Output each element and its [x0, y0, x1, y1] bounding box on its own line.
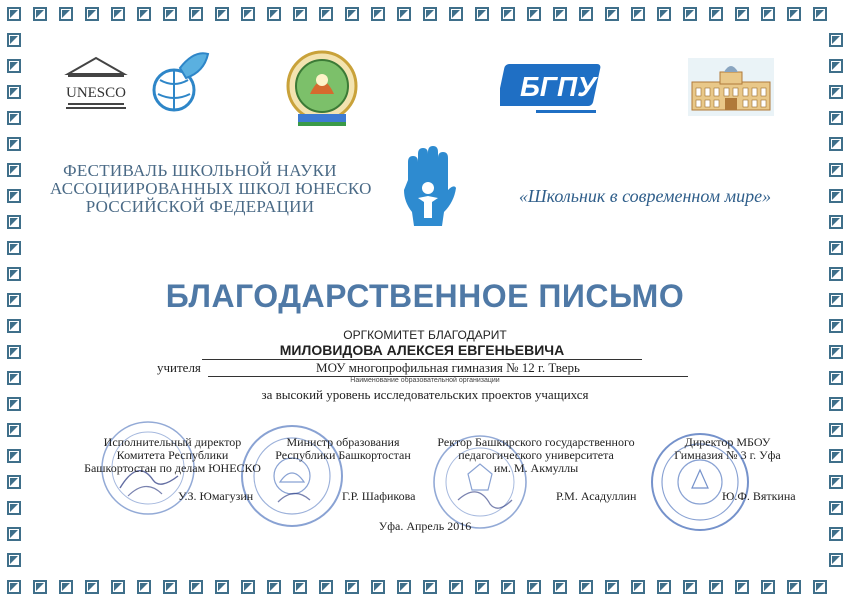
border-square	[830, 190, 842, 202]
signature-title-2	[268, 436, 418, 462]
border-square	[684, 8, 696, 20]
border-square	[8, 476, 20, 488]
coat-of-arms	[284, 46, 360, 130]
border-square	[830, 34, 842, 46]
border-square	[580, 8, 592, 20]
border-square	[710, 8, 722, 20]
border-square	[814, 8, 826, 20]
border-square	[830, 86, 842, 98]
border-square	[762, 8, 774, 20]
border-square	[112, 8, 124, 20]
border-square	[8, 60, 20, 72]
signature-title-line: им. М. Акмуллы	[493, 461, 579, 475]
border-square	[830, 242, 842, 254]
border-square	[138, 581, 150, 593]
border-square	[502, 581, 514, 593]
border-square	[60, 8, 72, 20]
signature-title-1	[80, 436, 265, 475]
festival-title-line: ФЕСТИВАЛЬ ШКОЛЬНОЙ НАУКИ	[63, 161, 337, 180]
slogan: «Школьник в современном мире»	[518, 186, 772, 206]
border-square	[632, 8, 644, 20]
border-square	[830, 216, 842, 228]
border-square	[190, 581, 202, 593]
border-square	[8, 216, 20, 228]
stamp-ministry	[238, 416, 346, 534]
border-square	[60, 581, 72, 593]
document-title: БЛАГОДАРСТВЕННОЕ ПИСЬМО	[165, 278, 685, 314]
coat-of-arms-emblem-icon	[284, 46, 360, 130]
border-square	[632, 581, 644, 593]
border-square	[580, 581, 592, 593]
border-square	[86, 8, 98, 20]
signature-title-line: Исполнительный директор	[103, 435, 242, 449]
border-square	[268, 8, 280, 20]
signature-title-line: Министр образования	[286, 435, 400, 449]
border-square	[830, 164, 842, 176]
border-square	[320, 581, 332, 593]
signature-title-line: Ректор Башкирского государственного	[437, 435, 635, 449]
border-square	[398, 8, 410, 20]
border-square	[684, 581, 696, 593]
border-square	[830, 346, 842, 358]
border-square	[788, 8, 800, 20]
border-square	[830, 502, 842, 514]
border-square	[8, 502, 20, 514]
signatory-name-4: Ю.Ф. Вяткина	[722, 489, 796, 503]
border-square	[372, 8, 384, 20]
border-square	[830, 60, 842, 72]
border-square	[606, 581, 618, 593]
border-square	[528, 8, 540, 20]
signature-title-3	[426, 436, 646, 475]
border-square	[8, 138, 20, 150]
border-square	[606, 8, 618, 20]
recipient-name: МИЛОВИДОВА АЛЕКСЕЯ ЕВГЕНЬЕВИЧА	[202, 342, 642, 360]
border-square	[8, 450, 20, 462]
festival-title-line: РОССИЙСКОЙ ФЕДЕРАЦИИ	[85, 197, 315, 216]
hand-emblem	[398, 146, 458, 228]
building-icon	[688, 58, 774, 116]
signature-title-line: Директор МБОУ	[684, 435, 771, 449]
border-square	[450, 8, 462, 20]
border-square	[814, 581, 826, 593]
border-square	[8, 242, 20, 254]
border-square	[8, 424, 20, 436]
border-square	[294, 581, 306, 593]
orgcommittee-line: ОРГКОМИТЕТ БЛАГОДАРИТ	[343, 328, 507, 342]
border-square	[8, 86, 20, 98]
border-square	[830, 138, 842, 150]
building-logo	[688, 58, 774, 116]
border-square	[8, 164, 20, 176]
border-square	[346, 581, 358, 593]
border-square	[450, 581, 462, 593]
border-square	[190, 8, 202, 20]
place-and-date: Уфа. Апрель 2016	[378, 519, 472, 533]
border-square	[164, 8, 176, 20]
border-square	[8, 554, 20, 566]
border-square	[788, 581, 800, 593]
festival-title-line: АССОЦИИРОВАННЫХ ШКОЛ ЮНЕСКО	[50, 179, 372, 198]
border-square	[86, 581, 98, 593]
school-name: МОУ многопрофильная гимназия № 12 г. Тверь	[208, 360, 688, 377]
signatory-name-1: У.З. Юмагузин	[178, 489, 254, 503]
border-square	[424, 8, 436, 20]
role-label: учителя	[157, 360, 201, 375]
signature-title-line: Комитета Республики	[116, 448, 229, 462]
border-square	[476, 8, 488, 20]
border-square	[502, 8, 514, 20]
border-square	[372, 581, 384, 593]
border-square	[398, 581, 410, 593]
border-square	[658, 581, 670, 593]
border-square	[658, 8, 670, 20]
bspu-emblem-icon	[500, 60, 610, 118]
border-square	[554, 8, 566, 20]
border-square	[554, 581, 566, 593]
border-square	[346, 8, 358, 20]
signature-title-4	[655, 436, 800, 462]
border-square	[830, 450, 842, 462]
border-square	[242, 581, 254, 593]
festival-title	[50, 161, 372, 216]
signature-title-line: педагогического университета	[458, 448, 614, 462]
unesco-temple-icon	[62, 52, 130, 112]
border-square	[8, 581, 20, 593]
border-square	[736, 581, 748, 593]
border-square	[424, 581, 436, 593]
bspu-logo	[500, 60, 610, 118]
reason-text: за высокий уровень исследовательских проектов учащихся	[261, 387, 589, 402]
border-square	[830, 112, 842, 124]
border-square	[294, 8, 306, 20]
globe-leaf-icon	[150, 48, 212, 116]
signatory-name-3: Р.М. Асадуллин	[556, 489, 637, 503]
unesco-logo	[62, 52, 130, 112]
border-square	[476, 581, 488, 593]
border-square	[268, 581, 280, 593]
hand-person-icon	[398, 146, 458, 228]
border-square	[216, 8, 228, 20]
border-square	[736, 8, 748, 20]
border-square	[8, 372, 20, 384]
unesco-text: UNESCO	[65, 85, 127, 101]
border-square	[112, 581, 124, 593]
signature-title-line: Республики Башкортостан	[275, 448, 411, 462]
border-square	[216, 581, 228, 593]
border-square	[8, 346, 20, 358]
border-square	[8, 8, 20, 20]
border-square	[164, 581, 176, 593]
signatory-name-2: Г.Р. Шафикова	[342, 489, 416, 503]
border-square	[8, 190, 20, 202]
border-square	[830, 424, 842, 436]
border-square	[138, 8, 150, 20]
border-square	[8, 34, 20, 46]
border-square	[34, 581, 46, 593]
border-square	[8, 112, 20, 124]
signature-title-line: Башкортостан по делам ЮНЕСКО	[84, 461, 261, 475]
border-square	[320, 8, 332, 20]
festival-globe-logo	[150, 48, 212, 116]
border-square	[242, 8, 254, 20]
border-square	[830, 554, 842, 566]
border-square	[762, 581, 774, 593]
bspu-letters: БГПУ	[519, 71, 597, 102]
border-square	[34, 8, 46, 20]
border-square	[528, 581, 540, 593]
signature-title-line: Гимназия № 3 г. Уфа	[674, 448, 781, 462]
border-square	[710, 581, 722, 593]
school-caption: Наименование образовательной организации	[350, 377, 500, 384]
border-square	[830, 372, 842, 384]
border-square	[830, 476, 842, 488]
